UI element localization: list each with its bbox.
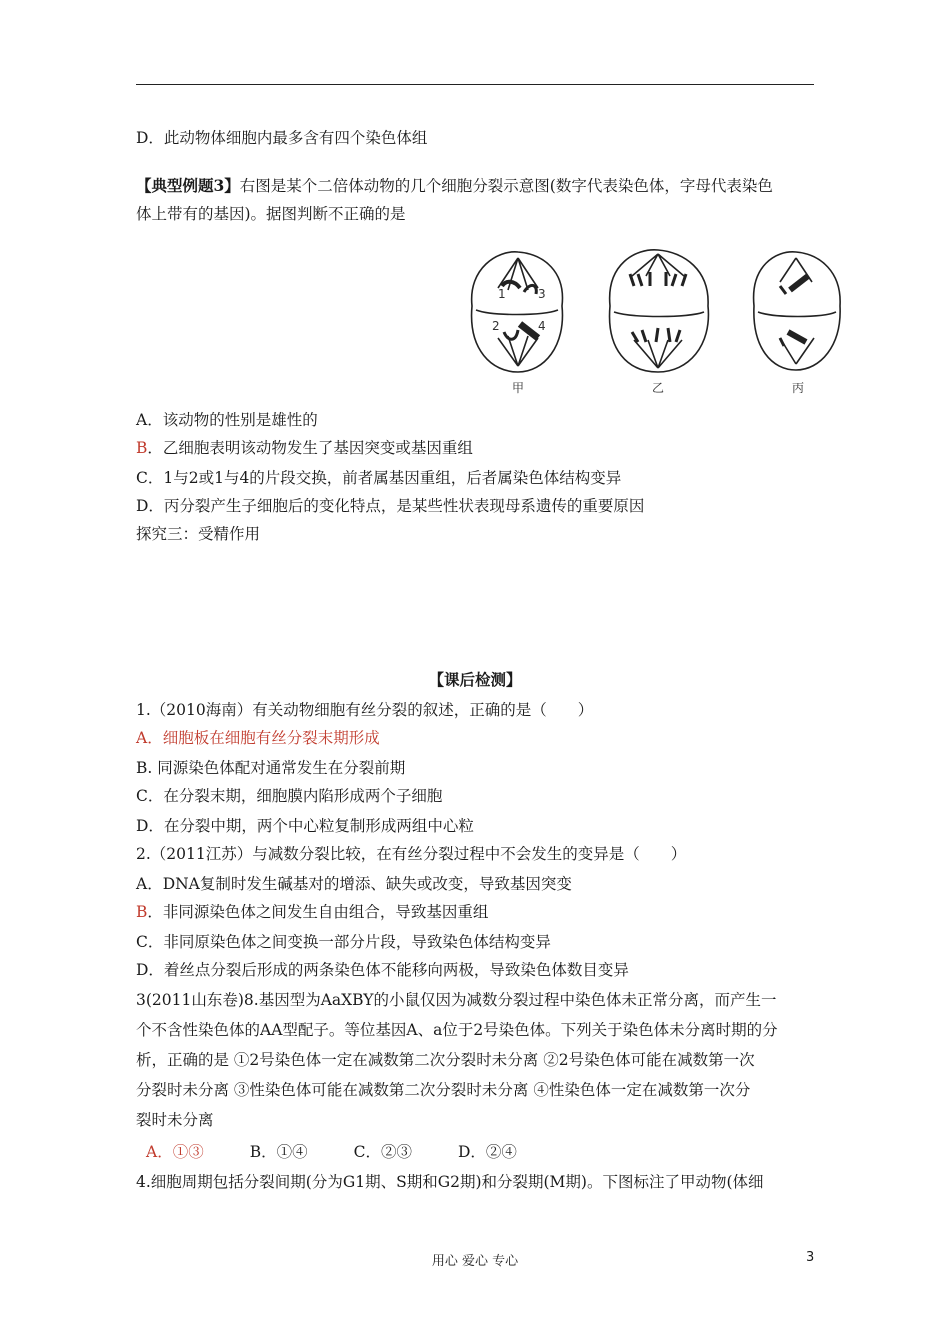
cell-division-figure (462, 246, 842, 398)
question-3-option-a: A．①③ (146, 1143, 204, 1161)
question-2-option-d: D．着丝点分裂后形成的两条染色体不能移向两极，导致染色体数目变异 (136, 961, 629, 979)
question-1-option-a: A．细胞板在细胞有丝分裂末期形成 (136, 729, 380, 747)
cell-label-jia: 甲 (512, 381, 525, 395)
example-3-stem (136, 176, 773, 196)
question-1: 1.（2010海南）有关动物细胞有丝分裂的叙述，正确的是（ ） (136, 701, 594, 719)
example-3-option-b (136, 438, 473, 458)
example-3-text: 右图是某个二倍体动物的几个细胞分裂示意图(数字代表染色体，字母代表染色 (239, 177, 773, 195)
chromosome-label-4: 4 (538, 319, 546, 333)
question-3-line-3: 析，正确的是 ①2号染色体一定在减数第二次分裂时未分离 ②2号染色体可能在减数第一次 (136, 1051, 755, 1069)
section-title: 【课后检测】 (428, 670, 522, 689)
question-3-line-2: 个不含性染色体的AA型配子。等位基因A、a位于2号染色体。下列关于染色体未分离时期的分 (136, 1021, 778, 1039)
answer-marker: B (136, 903, 148, 921)
example-3-option-c: C．1与2或1与4的片段交换，前者属基因重组，后者属染色体结构变异 (136, 469, 622, 487)
cell-label-bing: 丙 (792, 381, 805, 395)
question-1-option-d: D．在分裂中期，两个中心粒复制形成两组中心粒 (136, 817, 474, 835)
option-b-text: ．乙细胞表明该动物发生了基因突变或基因重组 (147, 439, 473, 457)
answer-marker: B (136, 439, 148, 457)
question-3-options (146, 1142, 517, 1162)
cell-bing (754, 252, 841, 370)
question-2-option-a: A．DNA复制时发生碱基对的增添、缺失或改变，导致基因突变 (136, 875, 572, 893)
example-3-option-d: D．丙分裂产生子细胞后的变化特点，是某些性状表现母系遗传的重要原因 (136, 497, 645, 515)
question-3-line-5: 裂时未分离 (136, 1111, 214, 1129)
question-3-line-4: 分裂时未分离 ③性染色体可能在减数第二次分裂时未分离 ④性染色体一定在减数第一次分 (136, 1081, 751, 1099)
question-3-line-1: 3(2011山东卷)8.基因型为AaXBY的小鼠仅因为减数分裂过程中染色体未正常分离，而产生一 (136, 991, 777, 1009)
cell-jia (472, 252, 563, 372)
explore-heading: 探究三：受精作用 (136, 525, 261, 543)
page-footer: 用心 爱心 专心 (431, 1254, 519, 1269)
question-3-option-d: D．②④ (457, 1143, 517, 1161)
example-3-option-a: A．该动物的性别是雄性的 (136, 411, 318, 429)
example-3-stem-cont: 体上带有的基因)。据图判断不正确的是 (136, 205, 406, 223)
chromosome-label-1: 1 (498, 287, 506, 301)
question-3-option-c: C．②③ (353, 1143, 412, 1161)
header-rule (136, 84, 814, 85)
chromosome-label-3: 3 (538, 287, 546, 301)
example-3-heading: 【典型例题3】 (136, 176, 240, 195)
page-number: 3 (806, 1250, 815, 1265)
question-2: 2.（2011江苏）与减数分裂比较，在有丝分裂过程中不会发生的变异是（ ） (136, 845, 687, 863)
option-d-line: D．此动物体细胞内最多含有四个染色体组 (136, 129, 428, 147)
option-b-text: ．非同源染色体之间发生自由组合，导致基因重组 (147, 903, 489, 921)
cell-yi (610, 250, 709, 372)
question-4: 4.细胞周期包括分裂间期(分为G1期、S期和G2期)和分裂期(M期)。下图标注了甲动物(体细 (136, 1173, 764, 1191)
chromosome-label-2: 2 (492, 319, 500, 333)
question-2-option-c: C．非同原染色体之间变换一部分片段，导致染色体结构变异 (136, 933, 551, 951)
question-1-option-c: C．在分裂末期，细胞膜内陷形成两个子细胞 (136, 787, 443, 805)
question-2-option-b (136, 902, 488, 922)
cell-label-yi: 乙 (652, 381, 665, 395)
question-3-option-b: B．①④ (249, 1143, 308, 1161)
question-1-option-b: B. 同源染色体配对通常发生在分裂前期 (136, 759, 406, 777)
